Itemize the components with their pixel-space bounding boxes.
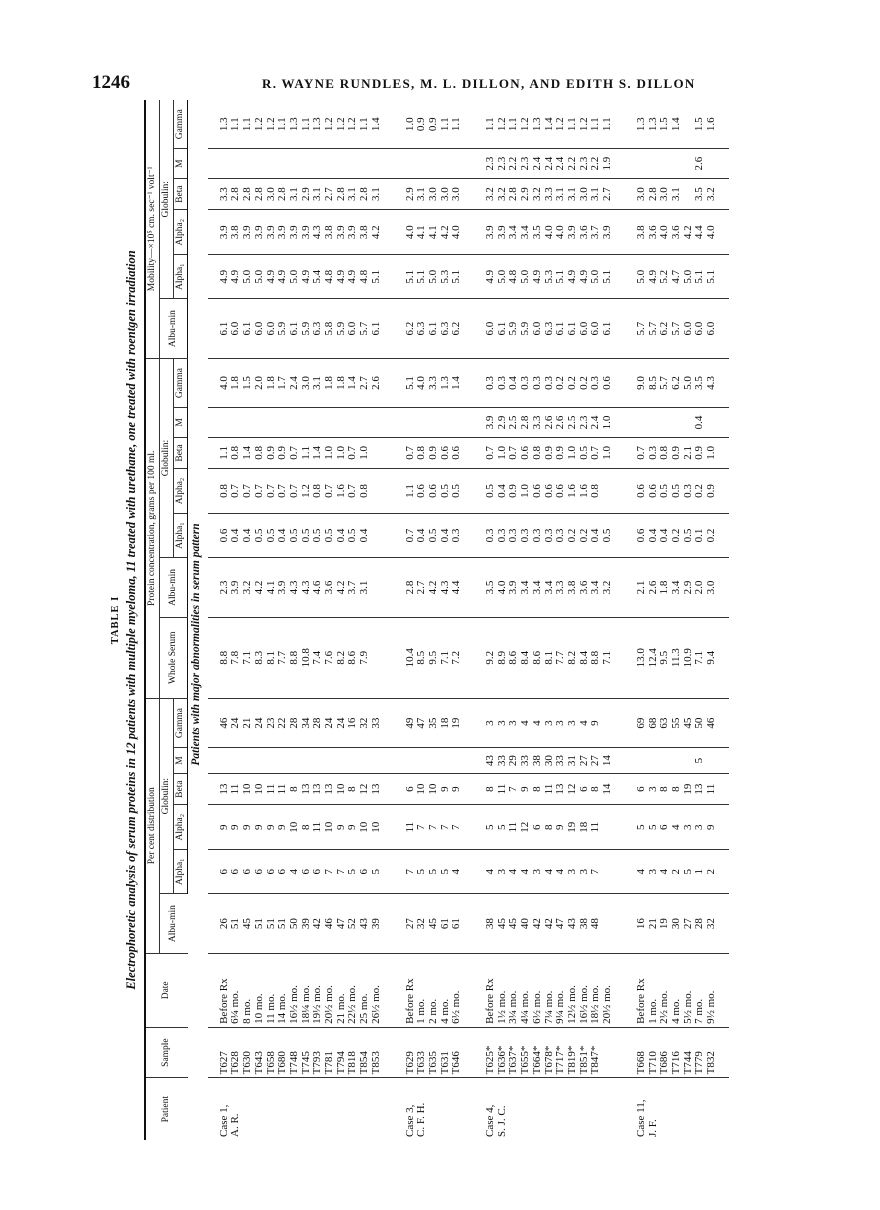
group-protein: Protein concentration, grams per 100 ml. (145, 358, 160, 698)
section-title: Patients with major abnormalities in serum pattern (190, 523, 202, 766)
g-globulin-header: Globulin: (160, 358, 174, 558)
pc-alpha1-cell: 4 3 4 2 5 1 2 (625, 849, 729, 894)
patient-cell: Case 11, J. F. (634, 1099, 659, 1137)
g-albumin-header: Albu-min (160, 558, 188, 617)
g-alpha2-cell: 0.6 0.6 0.5 0.5 0.3 0.2 0.9 (625, 469, 729, 514)
g-gamma-cell: 0.3 0.3 0.4 0.3 0.3 0.3 0.2 0.2 0.2 0.3 0.6 (474, 358, 625, 408)
rotated-table-block (110, 100, 840, 1140)
g-alpha2-cell: 1.1 0.6 0.6 0.5 0.5 (394, 469, 475, 514)
m-m-cell: 2.6 (625, 149, 729, 178)
pc-beta-cell: 13 11 10 10 11 11 8 13 13 13 10 8 12 13 (208, 773, 394, 805)
g-alpha2-cell: 0.8 0.7 0.7 0.7 0.7 0.7 0.7 1.2 0.8 0.7 1.6 0.7 0.8 (208, 469, 394, 514)
col-patient: Patient (145, 1078, 188, 1140)
table-row (208, 100, 394, 1140)
pc-albumin-header: Albu-min (160, 894, 188, 953)
pc-gamma-cell: 69 68 63 55 45 50 46 (625, 698, 729, 748)
m-m-cell (394, 149, 475, 178)
pc-m-header: M (174, 748, 188, 773)
m-beta-cell: 2.9 3.1 3.0 3.0 3.0 (394, 178, 475, 210)
g-gamma-header: Gamma (174, 358, 188, 408)
pc-albumin-cell: 27 32 45 61 61 (394, 894, 475, 953)
table-row (394, 100, 475, 1140)
m-alpha1-header: Alpha₁ (174, 254, 188, 299)
pc-globulin-header: Globulin: (160, 698, 174, 894)
col-date: Date (145, 953, 188, 1027)
g-m-header: M (174, 408, 188, 437)
serum-protein-table (144, 100, 729, 1140)
g-beta-cell: 1.1 0.8 1.4 0.8 0.9 0.9 0.7 1.1 1.4 1.0 1.0 0.7 1.0 (208, 437, 394, 469)
m-alpha2-cell: 4.0 4.1 4.1 4.2 4.0 (394, 210, 475, 255)
m-albumin-header: Albu-min (160, 299, 188, 358)
m-gamma-cell: 1.0 0.9 0.9 1.1 1.1 (394, 100, 475, 149)
m-m-cell: 2.3 2.3 2.2 2.3 2.4 2.4 2.4 2.2 2.3 2.2 1.9 (474, 149, 625, 178)
g-albumin-cell: 2.8 2.7 4.2 4.3 4.4 (394, 558, 475, 617)
pc-alpha2-header: Alpha₂ (174, 805, 188, 850)
m-alpha2-cell: 3.8 3.6 4.0 3.6 4.2 4.4 4.0 (625, 210, 729, 255)
pc-gamma-header: Gamma (174, 698, 188, 748)
m-alpha1-cell: 5.1 5.1 5.0 5.3 5.1 (394, 254, 475, 299)
page-number: 1246 (92, 72, 130, 93)
col-sample: Sample (145, 1027, 188, 1077)
g-alpha1-cell: 0.6 0.4 0.4 0.5 0.5 0.4 0.5 0.5 0.5 0.5 0.4 0.5 0.4 (208, 513, 394, 558)
m-alpha1-cell: 5.0 4.9 5.2 4.7 5.0 5.1 5.1 (625, 254, 729, 299)
sample-cell: T629 T633 T635 T631 T646 (394, 1027, 475, 1077)
whole-serum-cell: 8.8 7.8 7.1 8.3 8.1 7.7 8.8 10.8 7.4 7.6 8.2 8.6 7.9 (208, 617, 394, 698)
m-gamma-header: Gamma (174, 100, 188, 149)
patient-cell: Case 3, C. F. H. (403, 1102, 428, 1137)
g-alpha1-cell: 0.6 0.4 0.4 0.2 0.5 0.1 0.2 (625, 513, 729, 558)
pc-albumin-cell: 26 51 45 51 51 51 50 39 42 46 47 52 43 39 (208, 894, 394, 953)
m-alpha1-cell: 4.9 5.0 4.8 5.0 4.9 5.3 5.1 4.9 4.9 5.0 5.1 (474, 254, 625, 299)
sample-cell: T668 T710 T686 T716 T744 T779 T832 (625, 1027, 729, 1077)
g-beta-header: Beta (174, 437, 188, 469)
pc-beta-cell: 8 11 7 9 8 11 13 12 6 8 14 (474, 773, 625, 805)
group-mobility: Mobility—×10⁵ cm. sec⁻¹ volt⁻¹ (145, 100, 160, 358)
g-albumin-cell: 3.5 4.0 3.9 3.4 3.4 3.4 3.3 3.8 3.6 3.4 3.2 (474, 558, 625, 617)
table-row (625, 100, 729, 1140)
pc-gamma-cell: 46 24 21 24 23 22 28 34 28 24 24 16 32 33 (208, 698, 394, 748)
m-albumin-cell: 6.0 6.1 5.9 5.9 6.0 6.3 6.1 6.1 6.0 6.0 6.1 (474, 299, 625, 358)
pc-alpha2-cell: 11 7 7 7 7 (394, 805, 475, 850)
g-m-cell (394, 408, 475, 437)
m-m-cell (208, 149, 394, 178)
date-cell: Before Rx 1½ mo. 3¼ mo. 4¼ mo. 6½ mo. 7¼ mo. 9¼ mo. 12½ mo. 16½ mo. 18½ mo. 20½ mo. (474, 953, 625, 1027)
whole-serum-cell: 10.4 8.5 9.5 7.1 7.2 (394, 617, 475, 698)
pc-alpha1-cell: 7 5 5 5 4 (394, 849, 475, 894)
m-gamma-cell: 1.3 1.3 1.5 1.4 1.5 1.6 (625, 100, 729, 149)
m-beta-header: Beta (174, 178, 188, 210)
m-beta-cell: 3.2 3.2 2.8 2.9 3.2 3.3 3.1 3.1 3.0 3.1 2.7 (474, 178, 625, 210)
pc-alpha2-cell: 5 5 6 4 3 3 9 (625, 805, 729, 850)
pc-albumin-cell: 38 45 45 40 42 42 47 43 38 48 (474, 894, 625, 953)
m-albumin-cell: 6.1 6.0 6.1 6.0 6.0 5.9 6.1 5.9 6.3 5.8 5.9 6.0 5.7 6.1 (208, 299, 394, 358)
sample-cell: T627 T628 T630 T643 T658 T680 T748 T745 T793 T781 T794 T818 T854 T853 (208, 1027, 394, 1077)
g-alpha1-cell: 0.7 0.4 0.5 0.4 0.3 (394, 513, 475, 558)
pc-m-cell: 5 (625, 748, 729, 773)
g-m-cell: 0.4 (625, 408, 729, 437)
m-m-header: M (174, 149, 188, 178)
group-per-cent: Per cent distribution (145, 698, 160, 953)
pc-alpha2-cell: 5 5 11 12 6 8 9 19 18 11 (474, 805, 625, 850)
g-beta-cell: 0.7 0.8 0.9 0.6 0.6 (394, 437, 475, 469)
table-label: TABLE I (110, 595, 121, 645)
g-m-cell: 3.9 2.9 2.5 2.8 3.3 2.6 2.6 2.5 2.3 2.4 1.0 (474, 408, 625, 437)
running-head: R. WAYNE RUNDLES, M. L. DILLON, AND EDITH S. DILLON (262, 76, 696, 91)
whole-serum-cell: 13.0 12.4 9.5 11.3 10.9 7.1 9.4 (625, 617, 729, 698)
table-caption: Electrophoretic analysis of serum proteins in 12 patients with multiple myeloma, 11 treated with urethane, one treated with roentgen irradiation (124, 250, 138, 990)
m-alpha2-header: Alpha₂ (174, 210, 188, 255)
pc-gamma-cell: 3 3 3 4 4 3 3 3 4 9 (474, 698, 625, 748)
g-albumin-cell: 2.3 3.9 3.2 4.2 4.1 3.9 4.3 4.3 4.6 3.6 4.2 3.7 3.1 (208, 558, 394, 617)
m-albumin-cell: 6.2 6.3 6.1 6.3 6.2 (394, 299, 475, 358)
pc-m-cell: 43 33 29 33 38 30 33 31 27 27 14 (474, 748, 625, 773)
g-beta-cell: 0.7 0.3 0.8 0.9 2.1 0.9 1.0 (625, 437, 729, 469)
patient-cell: Case 4, S. J. C. (484, 1104, 508, 1137)
patient-cell: Case 1, A. R. (217, 1104, 242, 1137)
g-alpha1-cell: 0.3 0.3 0.3 0.3 0.3 0.3 0.3 0.2 0.2 0.4 0.5 (474, 513, 625, 558)
m-albumin-cell: 5.7 5.7 6.2 5.7 6.0 6.0 6.0 (625, 299, 729, 358)
g-alpha2-cell: 0.5 0.4 0.9 1.0 0.6 0.6 0.6 1.6 1.6 0.8 (474, 469, 625, 514)
m-beta-cell: 3.0 2.8 3.0 3.1 3.5 3.2 (625, 178, 729, 210)
m-globulin-header: Globulin: (160, 100, 174, 299)
g-gamma-cell: 4.0 1.8 1.5 2.0 1.8 1.7 2.4 3.0 3.1 1.8 1.8 1.4 2.7 2.6 (208, 358, 394, 408)
table-row (474, 100, 625, 1140)
pc-beta-cell: 6 10 10 9 9 (394, 773, 475, 805)
whole-serum-header: Whole Serum (160, 617, 188, 698)
pc-alpha2-cell: 9 9 9 9 9 9 10 8 11 10 9 9 10 10 (208, 805, 394, 850)
m-gamma-cell: 1.3 1.1 1.1 1.2 1.2 1.1 1.3 1.1 1.3 1.2 1.2 1.2 1.1 1.4 (208, 100, 394, 149)
m-alpha1-cell: 4.9 4.9 5.0 5.0 4.9 4.9 5.0 4.9 5.4 4.8 4.9 4.9 4.8 5.1 (208, 254, 394, 299)
m-alpha2-cell: 3.9 3.8 3.9 3.9 3.9 3.9 3.9 3.9 4.3 3.8 3.9 3.9 3.8 4.2 (208, 210, 394, 255)
m-alpha2-cell: 3.9 3.9 3.4 3.4 3.5 4.0 4.0 3.9 3.6 3.7 3.9 (474, 210, 625, 255)
pc-m-cell (208, 748, 394, 773)
pc-alpha1-cell: 6 6 6 6 6 6 4 6 6 7 7 5 6 5 (208, 849, 394, 894)
pc-alpha1-header: Alpha₁ (174, 849, 188, 894)
g-alpha1-header: Alpha₁ (174, 513, 188, 558)
g-gamma-cell: 5.1 4.0 3.3 1.3 1.4 (394, 358, 475, 408)
g-gamma-cell: 9.0 8.5 5.7 6.2 5.0 3.5 4.3 (625, 358, 729, 408)
pc-gamma-cell: 49 47 35 18 19 (394, 698, 475, 748)
pc-beta-cell: 6 3 8 8 19 13 11 (625, 773, 729, 805)
m-gamma-cell: 1.1 1.2 1.1 1.2 1.3 1.4 1.2 1.1 1.2 1.1 1.1 (474, 100, 625, 149)
g-alpha2-header: Alpha₂ (174, 469, 188, 514)
pc-m-cell (394, 748, 475, 773)
page-header (92, 72, 832, 96)
g-m-cell (208, 408, 394, 437)
pc-albumin-cell: 16 21 19 30 27 28 32 (625, 894, 729, 953)
g-beta-cell: 0.7 1.0 0.7 0.6 0.8 0.9 0.9 1.0 0.5 0.7 1.0 (474, 437, 625, 469)
g-albumin-cell: 2.1 2.6 1.8 3.4 2.9 2.0 3.0 (625, 558, 729, 617)
date-cell: Before Rx 1 mo. 2½ mo. 4 mo. 5½ mo. 7 mo. 9½ mo. (625, 953, 729, 1027)
whole-serum-cell: 9.2 8.9 8.6 8.4 8.6 8.1 7.7 8.2 8.4 8.8 7.1 (474, 617, 625, 698)
sample-cell: T625* T636* T637* T655* T664* T678* T717* T819* T851* T847* (474, 1027, 625, 1077)
date-cell: Before Rx 1 mo. 2 mo. 4 mo. 6½ mo. (394, 953, 475, 1027)
m-beta-cell: 3.3 2.8 2.8 2.8 3.0 2.8 3.1 2.9 3.1 2.7 2.8 3.1 2.8 3.1 (208, 178, 394, 210)
pc-beta-header: Beta (174, 773, 188, 805)
date-cell: Before Rx 6¼ mo. 8 mo. 10 mo. 11 mo. 14 mo. 16½ mo. 18¼ mo. 19½ mo. 20½ mo. 21 mo. 22½ mo. 25 mo. 26½ mo. (208, 953, 394, 1027)
pc-alpha1-cell: 4 3 4 4 3 4 4 3 3 7 (474, 849, 625, 894)
